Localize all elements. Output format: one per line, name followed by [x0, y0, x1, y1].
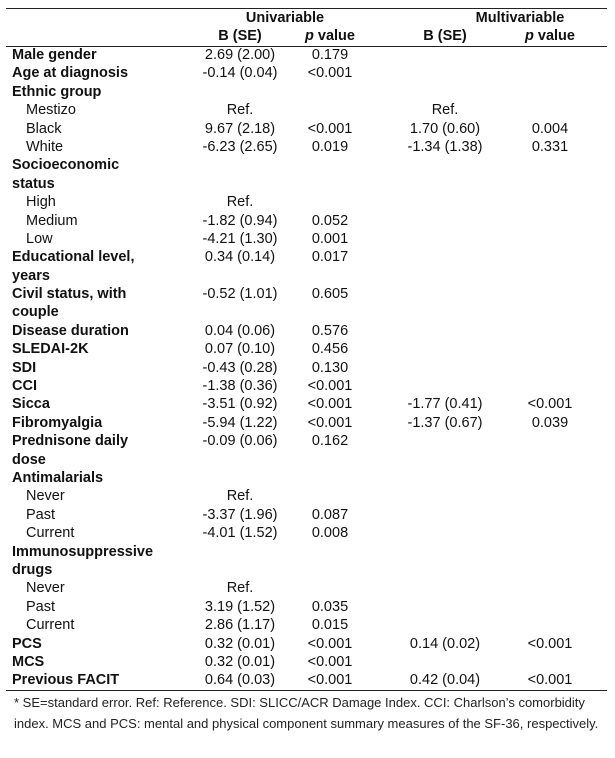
- row-label: Low: [26, 230, 53, 247]
- row-label: Mestizo: [26, 102, 76, 119]
- multivariable-b-se: Ref.: [431, 102, 459, 119]
- table-body: [0, 46, 615, 690]
- univariable-b-se: 0.04 (0.06): [204, 322, 276, 339]
- row-label: PCS: [12, 635, 42, 652]
- univariable-p-value: 0.035: [311, 598, 349, 615]
- univariable-p-value: 0.179: [311, 47, 349, 63]
- row-label: SLEDAI-2K: [12, 341, 89, 358]
- univariable-p-value: 0.087: [311, 506, 349, 523]
- table-row: [0, 432, 615, 450]
- row-label: Fibromyalgia: [12, 414, 103, 431]
- univariable-b-se: -1.82 (0.94): [202, 212, 278, 229]
- univariable-b-se: -0.09 (0.06): [202, 433, 278, 450]
- row-label: Educational level,: [12, 249, 135, 266]
- multivariable-p-value: <0.001: [527, 672, 573, 689]
- multivariable-p-value: 0.039: [531, 414, 569, 431]
- p-italic: p: [305, 28, 314, 44]
- table-row: [0, 469, 615, 487]
- row-label: Prednisone daily: [12, 433, 129, 450]
- row-label: Sicca: [12, 396, 50, 413]
- univariable-b-se: -5.94 (1.22): [202, 414, 278, 431]
- row-label: Medium: [26, 212, 78, 229]
- row-label: Past: [26, 598, 56, 615]
- univariable-b-se: -4.21 (1.30): [202, 230, 278, 247]
- table-row: [0, 101, 615, 119]
- multivariable-b-se: 1.70 (0.60): [409, 120, 481, 137]
- row-label: couple: [12, 304, 59, 321]
- table-row: [0, 46, 615, 64]
- row-label: dose: [12, 451, 46, 468]
- table-row: [0, 377, 615, 395]
- univariable-p-value: 0.015: [311, 617, 349, 634]
- univariable-b-se: -3.37 (1.96): [202, 506, 278, 523]
- univariable-b-se: -0.43 (0.28): [202, 359, 278, 376]
- table-row: [0, 267, 615, 285]
- univariable-b-se: -4.01 (1.52): [202, 525, 278, 542]
- table-row: [0, 487, 615, 505]
- table-row: [0, 64, 615, 82]
- row-label: MCS: [12, 653, 45, 670]
- multivariable-p-value: 0.331: [531, 138, 569, 155]
- univariable-p-value: <0.001: [307, 396, 353, 413]
- univariable-b-se: 0.07 (0.10): [204, 341, 276, 358]
- row-label: White: [26, 138, 64, 155]
- row-label: Ethnic group: [12, 83, 102, 100]
- table-row: [0, 395, 615, 413]
- row-label: High: [26, 194, 56, 211]
- univariable-p-value: <0.001: [307, 65, 353, 82]
- table-row: [0, 579, 615, 597]
- univariable-p-value: 0.001: [311, 230, 349, 247]
- univariable-b-se: -1.38 (0.36): [202, 378, 278, 395]
- table-row: [0, 230, 615, 248]
- table-row: [0, 671, 615, 689]
- multivariable-b-se: -1.34 (1.38): [407, 138, 483, 155]
- row-label: Never: [26, 488, 65, 505]
- multivariable-p-value: <0.001: [527, 635, 573, 652]
- table-row: [0, 156, 615, 174]
- multivariable-b-se: 0.14 (0.02): [409, 635, 481, 652]
- value-text: value: [313, 28, 355, 44]
- table-row: [0, 543, 615, 561]
- univariable-b-se: -0.52 (1.01): [202, 286, 278, 303]
- table-row: [0, 138, 615, 156]
- table-row: [0, 451, 615, 469]
- row-label: years: [12, 267, 50, 284]
- univariable-b-se: 9.67 (2.18): [204, 120, 276, 137]
- row-label: Civil status, with: [12, 286, 127, 303]
- footnote: * SE=standard error. Ref: Reference. SDI: SLICC/ACR Damage Index. CCI: Charlson’s comorbidity index. MCS and PCS: mental and physical component summary measures of the SF-36, respectively.: [14, 695, 599, 731]
- multivariable-b-se: 0.42 (0.04): [409, 672, 481, 689]
- univariable-b-se: 2.86 (1.17): [204, 617, 276, 634]
- univariable-b-se: 0.32 (0.01): [204, 635, 276, 652]
- table-row: [0, 120, 615, 138]
- row-label: CCI: [12, 378, 37, 395]
- header-multivariable: Multivariable: [475, 10, 565, 26]
- univariable-p-value: <0.001: [307, 378, 353, 395]
- bottom-rule: [6, 690, 607, 691]
- table-row: [0, 303, 615, 321]
- univariable-p-value: 0.605: [311, 286, 349, 303]
- table-row: [0, 212, 615, 230]
- table-row: [0, 561, 615, 579]
- univariable-p-value: 0.008: [311, 525, 349, 542]
- value-text: value: [533, 28, 575, 44]
- univariable-p-value: 0.456: [311, 341, 349, 358]
- header-multi-b-se: B (SE): [423, 28, 467, 44]
- univariable-p-value: 0.052: [311, 212, 349, 229]
- univariable-b-se: Ref.: [226, 102, 254, 119]
- univariable-p-value: <0.001: [307, 120, 353, 137]
- table-row: [0, 598, 615, 616]
- univariable-b-se: Ref.: [226, 488, 254, 505]
- univariable-p-value: 0.019: [311, 138, 349, 155]
- row-label: Never: [26, 580, 65, 597]
- row-label: Antimalarials: [12, 469, 104, 486]
- univariable-p-value: <0.001: [307, 414, 353, 431]
- univariable-p-value: 0.162: [311, 433, 349, 450]
- row-label: Past: [26, 506, 56, 523]
- row-label: Male gender: [12, 47, 97, 63]
- table-row: [0, 285, 615, 303]
- table-row: [0, 653, 615, 671]
- univariable-b-se: 0.34 (0.14): [204, 249, 276, 266]
- table-row: [0, 635, 615, 653]
- row-label: Current: [26, 525, 75, 542]
- univariable-b-se: Ref.: [226, 194, 254, 211]
- row-label: status: [12, 175, 55, 192]
- univariable-b-se: 0.32 (0.01): [204, 653, 276, 670]
- table-row: [0, 359, 615, 377]
- univariable-b-se: -3.51 (0.92): [202, 396, 278, 413]
- univariable-p-value: 0.017: [311, 249, 349, 266]
- table-row: [0, 175, 615, 193]
- univariable-p-value: <0.001: [307, 672, 353, 689]
- table-row: [0, 340, 615, 358]
- table-row: [0, 248, 615, 266]
- univariable-b-se: -6.23 (2.65): [202, 138, 278, 155]
- multivariable-b-se: -1.77 (0.41): [407, 396, 483, 413]
- row-label: drugs: [12, 561, 53, 578]
- header-uni-p-value: [290, 27, 370, 45]
- row-label: Socioeconomic: [12, 157, 120, 174]
- p-italic: p: [525, 28, 534, 44]
- table-row: [0, 524, 615, 542]
- row-label: Disease duration: [12, 322, 129, 339]
- multivariable-p-value: 0.004: [531, 120, 569, 137]
- header-uni-b-se: B (SE): [218, 28, 262, 44]
- row-label: Black: [26, 120, 62, 137]
- multivariable-p-value: <0.001: [527, 396, 573, 413]
- row-label: SDI: [12, 359, 37, 376]
- univariable-p-value: <0.001: [307, 635, 353, 652]
- header-univariable: Univariable: [245, 10, 325, 26]
- univariable-b-se: 3.19 (1.52): [204, 598, 276, 615]
- univariable-b-se: 0.64 (0.03): [204, 672, 276, 689]
- table-row: [0, 414, 615, 432]
- univariable-b-se: -0.14 (0.04): [202, 65, 278, 82]
- univariable-b-se: Ref.: [226, 580, 254, 597]
- univariable-p-value: <0.001: [307, 653, 353, 670]
- multivariable-b-se: -1.37 (0.67): [407, 414, 483, 431]
- univariable-b-se: 2.69 (2.00): [204, 47, 276, 63]
- univariable-p-value: 0.576: [311, 322, 349, 339]
- table-row: [0, 616, 615, 634]
- table-row: [0, 83, 615, 101]
- row-label: Immunosuppressive: [12, 543, 154, 560]
- header-multi-p-value: [510, 27, 590, 45]
- row-label: Previous FACIT: [12, 672, 120, 689]
- row-label: Current: [26, 617, 75, 634]
- table-row: [0, 506, 615, 524]
- table-row: [0, 193, 615, 211]
- univariable-p-value: 0.130: [311, 359, 349, 376]
- row-label: Age at diagnosis: [12, 65, 129, 82]
- table-row: [0, 322, 615, 340]
